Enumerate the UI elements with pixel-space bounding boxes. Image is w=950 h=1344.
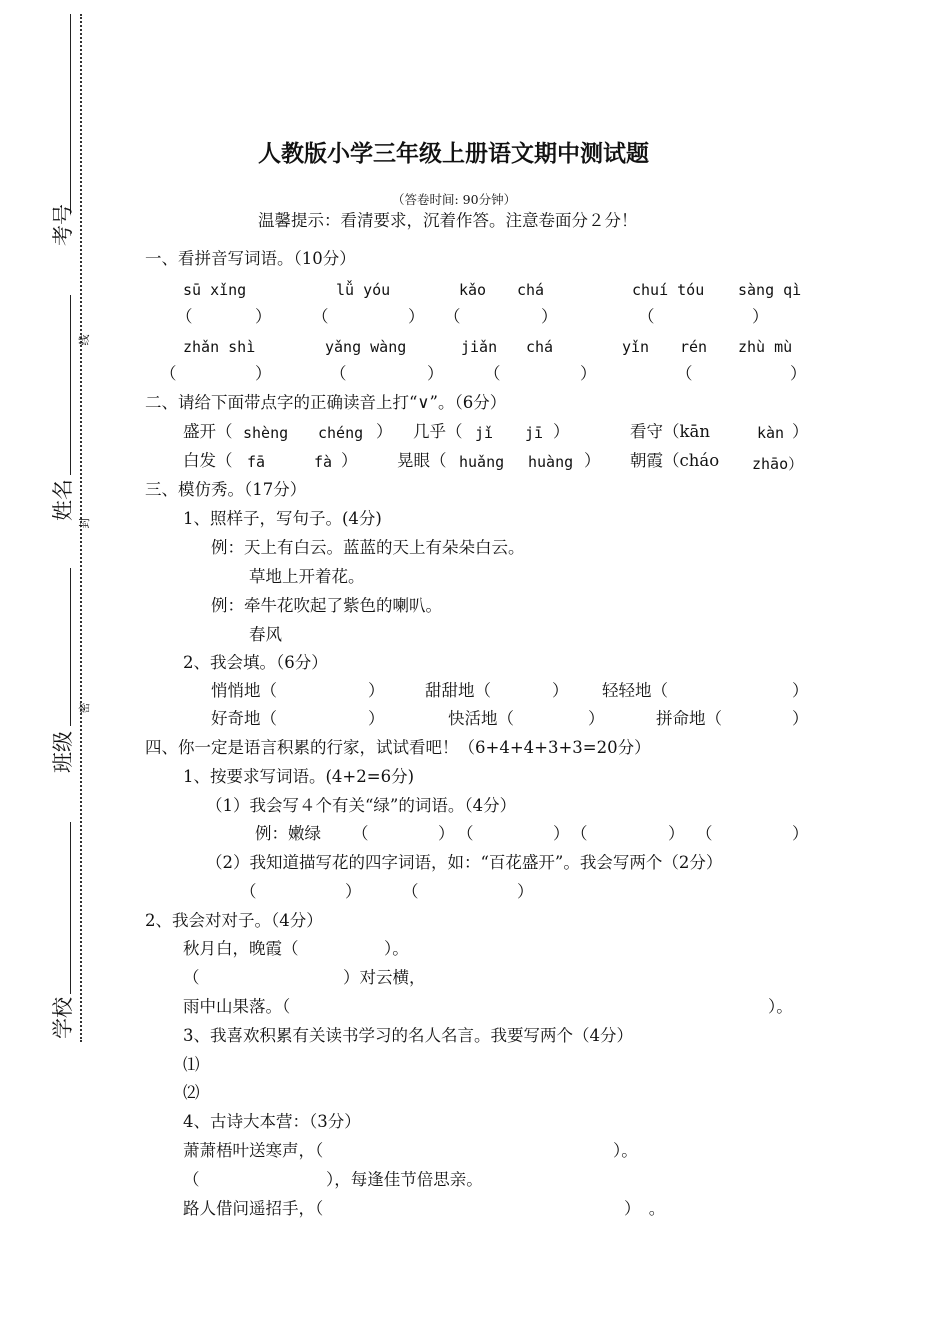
answer-paren-close: ）	[790, 364, 807, 383]
pinyin-zhan-shi: zhǎn shì	[183, 338, 256, 356]
answer-paren-close: ）	[345, 882, 362, 901]
word-zhaoxia: 朝霞（cháo	[630, 451, 720, 470]
answer-paren-open: （	[240, 882, 257, 901]
fill-pinming: 拼命地（	[656, 709, 722, 728]
seal-char-xian: 线	[78, 334, 91, 346]
xuexiao-underline	[70, 822, 71, 994]
q4-1b: （2）我知道描写花的四字词语，如：“百花盛开”。我会写两个（2分）	[206, 853, 723, 872]
answer-paren-close: ）	[752, 307, 769, 326]
q4-3: 3、我喜欢积累有关读书学习的名人名言。我要写两个（4分）	[183, 1026, 633, 1045]
example-2-task: 春风	[249, 625, 282, 644]
fill-tiantian: 甜甜地（	[425, 681, 491, 700]
couplet-3: 雨中山果落。（	[183, 997, 291, 1016]
page-title: 人教版小学三年级上册语文期中测试题	[258, 141, 649, 167]
example-1-task: 草地上开着花。	[249, 567, 365, 586]
pinyin-zhu-mu: zhù mù	[738, 338, 793, 356]
pinyin-ren: rén	[680, 338, 708, 356]
option-ji1: jī	[525, 424, 544, 442]
pinyin-sux ing: sū xǐng	[183, 281, 247, 299]
seal-char-feng: 封	[78, 517, 91, 529]
poem-line-2-end: ），每逢佳节倍思亲。	[326, 1170, 483, 1189]
paren-close: ）	[552, 681, 569, 700]
q4-2: 2、我会对对子。（4分）	[145, 911, 323, 930]
answer-paren-close: ）	[427, 364, 444, 383]
answer-paren-open: （	[176, 307, 193, 326]
poem-line-3-end: ） 。	[624, 1199, 666, 1218]
paren-close: ）	[792, 422, 809, 441]
example-2: 例：牵牛花吹起了紫色的喇叭。	[211, 596, 442, 615]
q3-2: 2、我会填。（6分）	[183, 653, 328, 672]
quote-2-marker: ⑵	[183, 1083, 200, 1102]
answer-paren-close: ）	[792, 824, 809, 843]
pinyin-jian: jiǎn	[461, 338, 498, 356]
xuexiao-label: 学校	[51, 997, 75, 1039]
answer-paren-open: （	[160, 364, 177, 383]
paren-close: ）	[792, 681, 809, 700]
q4-1a: （1）我会写４个有关“绿”的词语。（4分）	[206, 796, 517, 815]
pinyin-yin: yǐn	[622, 338, 650, 356]
answer-paren-close: ）	[517, 882, 534, 901]
pinyin-lv-you: lǚ yóu	[336, 281, 391, 299]
kaohao-label: 考号	[51, 204, 75, 246]
paren-close: ）	[792, 709, 809, 728]
answer-paren-open: （	[183, 968, 200, 987]
poem-line-1-end: ）。	[613, 1141, 638, 1160]
q3-1: 1、照样子，写句子。(4分)	[183, 509, 382, 528]
word-baifa: 白发（	[183, 451, 233, 470]
answer-paren-open: （	[183, 1170, 200, 1189]
option-ji3: jǐ	[475, 424, 494, 442]
word-huangyan: 晃眼（	[397, 451, 447, 470]
answer-paren-open: （	[457, 824, 474, 843]
pinyin-chui-tou: chuí tóu	[632, 281, 705, 299]
seal-char-mi: 密	[78, 702, 91, 714]
example-1: 例：天上有白云。蓝蓝的天上有朵朵白云。	[211, 538, 525, 557]
fill-qiaoqiao: 悄悄地（	[211, 681, 277, 700]
exam-tip: 温馨提示：看清要求，沉着作答。注意卷面分２分！	[258, 211, 638, 230]
pinyin-sang-qi: sàng qì	[738, 281, 802, 299]
answer-paren-open: （	[352, 824, 369, 843]
q4-4: 4、古诗大本营：（3分）	[183, 1112, 361, 1131]
section-1-heading: 一、看拼音写词语。（10分）	[145, 249, 356, 268]
answer-paren-open: （	[676, 364, 693, 383]
q4-1: 1、按要求写词语。(4+2=6分)	[183, 767, 415, 786]
option-kan4: kàn	[757, 424, 785, 442]
paren-close: ）	[588, 709, 605, 728]
option-zhao1: zhāo）	[752, 455, 804, 473]
paren-close: ）	[584, 451, 601, 470]
answer-paren-open: （	[571, 824, 588, 843]
option-fa4: fà	[314, 453, 333, 471]
section-3-heading: 三、模仿秀。（17分）	[145, 480, 307, 499]
option-cheng: chéng	[318, 424, 364, 442]
fill-kuaihuo: 快活地（	[448, 709, 514, 728]
poem-line-3: 路人借问遥招手，（	[183, 1199, 324, 1218]
xingming-label: 姓名	[51, 479, 75, 521]
q4-1a-example: 例：嫩绿	[255, 824, 321, 843]
paren-close: ）	[368, 709, 385, 728]
answer-paren-close: ）	[553, 824, 570, 843]
couplet-1: 秋月白，晚霞（	[183, 939, 299, 958]
couplet-2: ）对云横，	[343, 968, 426, 987]
paren-close: ）	[553, 422, 570, 441]
banji-underline	[70, 568, 71, 726]
couplet-3-end: ）。	[768, 997, 793, 1016]
answer-paren-open: （	[484, 364, 501, 383]
option-huang3: huǎng	[459, 453, 505, 471]
section-4-heading: 四、你一定是语言积累的行家，试试看吧！（6+4+4+3+3=20分）	[145, 738, 651, 757]
fill-qingqing: 轻轻地（	[602, 681, 668, 700]
exam-time: （答卷时间: 90分钟）	[392, 192, 517, 207]
pinyin-cha-2: chá	[526, 338, 554, 356]
answer-paren-close: ）	[408, 307, 425, 326]
paren-close: ）	[376, 422, 393, 441]
answer-paren-close: ）	[541, 307, 558, 326]
quote-1-marker: ⑴	[183, 1055, 200, 1074]
answer-paren-open: （	[330, 364, 347, 383]
option-sheng: shèng	[243, 424, 289, 442]
pinyin-cha: chá	[517, 281, 545, 299]
word-jihu: 几乎（	[413, 422, 463, 441]
pinyin-kao: kǎo	[459, 281, 487, 299]
section-2-heading: 二、请给下面带点字的正确读音上打“∨”。（6分）	[145, 393, 507, 412]
answer-paren-open: （	[312, 307, 329, 326]
word-kanshou: 看守（kān	[630, 422, 710, 441]
banji-label: 班级	[51, 731, 75, 773]
answer-paren-open: （	[638, 307, 655, 326]
answer-paren-close: ）	[255, 307, 272, 326]
answer-paren-close: ）	[668, 824, 685, 843]
paren-close: ）	[341, 451, 358, 470]
poem-line-1: 萧萧梧叶送寒声，（	[183, 1141, 324, 1160]
answer-paren-open: （	[444, 307, 461, 326]
answer-paren-close: ）	[255, 364, 272, 383]
paren-close: ）	[368, 681, 385, 700]
answer-paren-open: （	[402, 882, 419, 901]
word-shengkai: 盛开（	[183, 422, 233, 441]
xingming-underline	[70, 295, 71, 475]
answer-paren-close: ）	[580, 364, 597, 383]
answer-paren-close: ）	[438, 824, 455, 843]
pinyin-yang-wang: yǎng wàng	[325, 338, 407, 356]
couplet-1-end: ）。	[384, 939, 409, 958]
option-huang4: huàng	[528, 453, 574, 471]
option-fa1: fā	[247, 453, 266, 471]
kaohao-underline	[70, 14, 71, 214]
fill-haoqi: 好奇地（	[211, 709, 277, 728]
answer-paren-open: （	[696, 824, 713, 843]
